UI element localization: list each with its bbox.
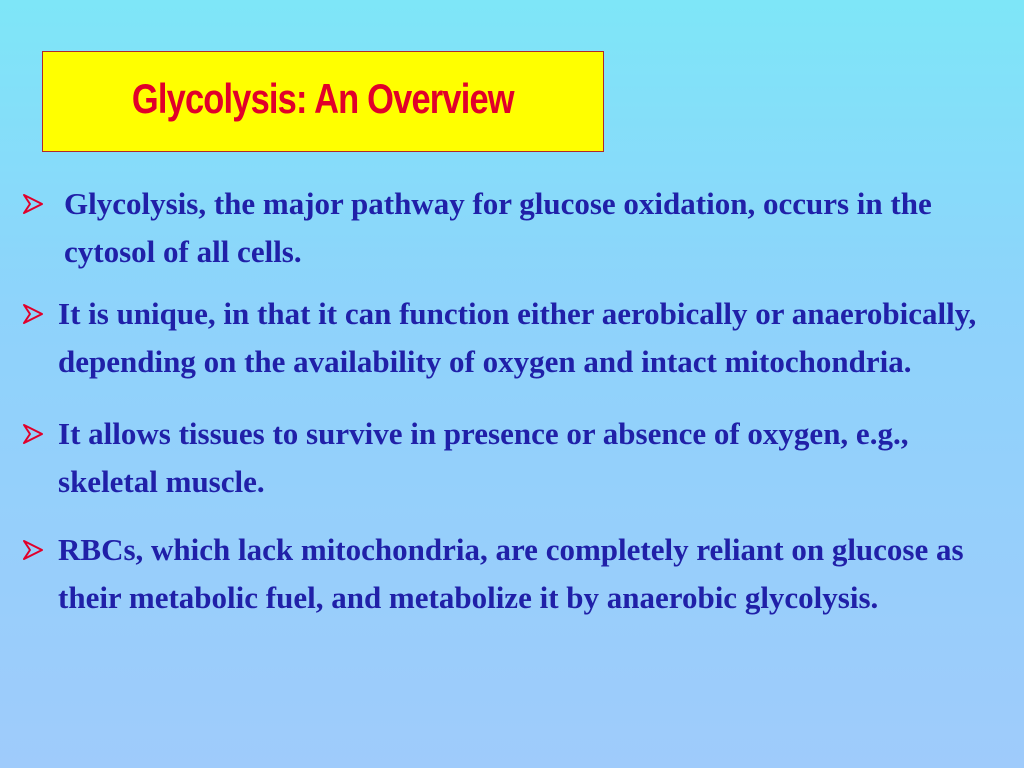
bullet-text: It allows tissues to survive in presence or absence of oxygen, e.g., skeletal muscle. (58, 416, 909, 499)
bullet-item (22, 410, 1012, 506)
bullet-text: RBCs, which lack mitochondria, are completely reliant on glucose as their metabolic fuel, and metabolize it by anaerobic glycolysis. (58, 532, 964, 615)
arrow-bullet-icon (22, 539, 44, 561)
bullet-item (22, 526, 1012, 622)
bullet-item (22, 180, 1012, 276)
arrow-bullet-icon (22, 193, 44, 215)
bullet-text: Glycolysis, the major pathway for glucose oxidation, occurs in the cytosol of all cells. (64, 186, 932, 269)
arrow-bullet-icon (22, 423, 44, 445)
bullet-item (22, 290, 1012, 386)
title-box (42, 51, 604, 152)
slide-title: Glycolysis: An Overview (132, 74, 514, 122)
bullet-list (22, 180, 1012, 622)
arrow-bullet-icon (22, 303, 44, 325)
bullet-text: It is unique, in that it can function either aerobically or anaerobically, depending on the availability of oxygen and intact mitochondria. (58, 296, 977, 379)
